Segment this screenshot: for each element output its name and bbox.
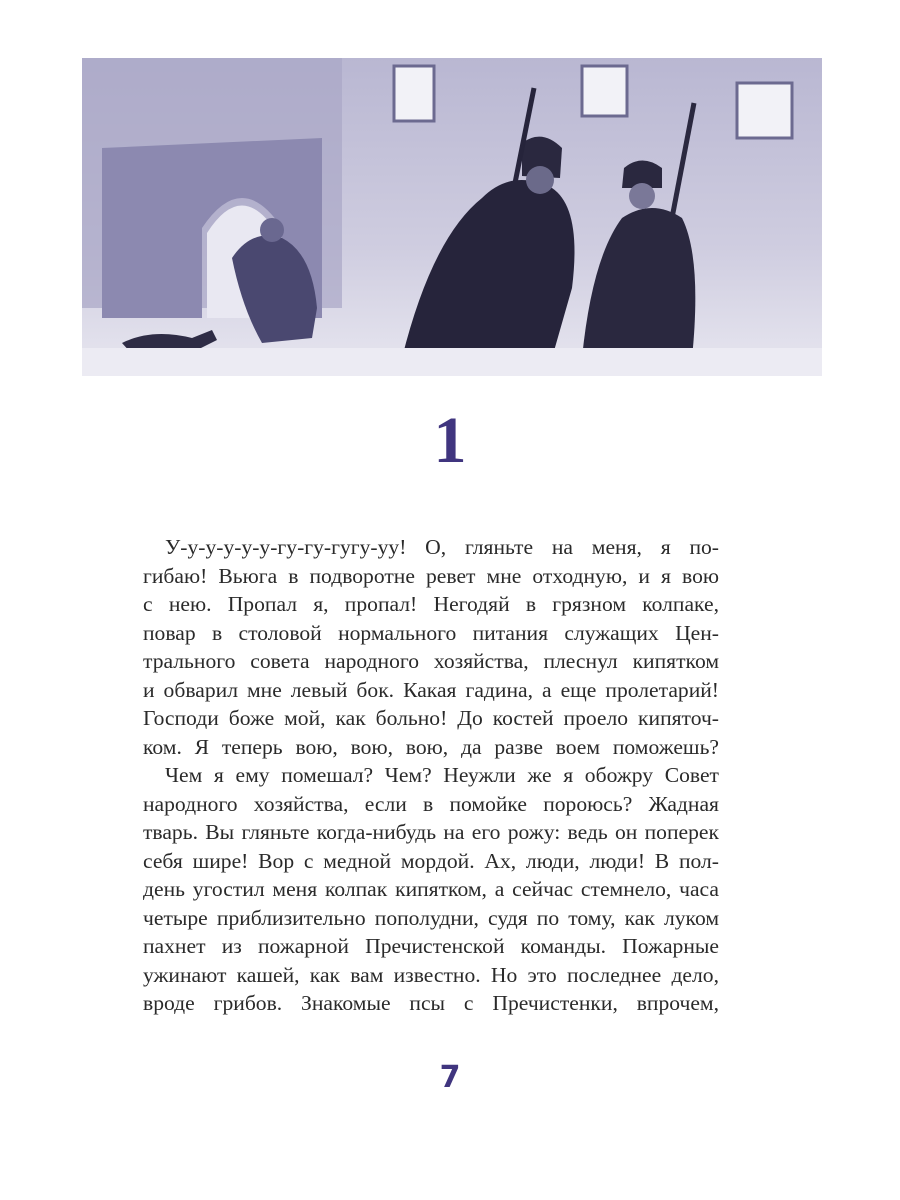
text-line: ужинают кашей, как вам известно. Но это последнее дело, [143,962,719,987]
window-middle [582,66,627,116]
text-line: У-у-у-у-у-у-гу-гу-гугу-уу! О, гляньте на меня, я по- [165,535,719,559]
text-line: Чем я ему помешал? Чем? Неужли же я обожру Совет [165,763,719,787]
text-line: день угостил меня колпак кипятком, а сейчас стемнело, часа [143,877,719,901]
page-number: 7 [439,1060,461,1095]
soldier-right-face [629,183,655,209]
text-line: четыре приблизительно пополудни, судя по тому, как луком [143,905,719,930]
paragraph [143,761,719,1018]
text-line: Господи боже мой, как больно! До костей проело кипяточ- [143,706,719,730]
snow-ground [82,348,822,376]
soldier-left-face [526,166,554,194]
text-line: с нею. Пропал я, пропал! Негодяй в грязном колпаке, [143,592,719,616]
illustration-winter-street [82,58,822,376]
window-left [394,66,434,121]
chapter-number: 1 [433,404,467,477]
text-line: повар в столовой нормального питания служащих Цен- [143,620,719,645]
text-line: вроде грибов. Знакомые псы с Пречистенки, впрочем, [143,991,719,1015]
window-right [737,83,792,138]
text-line: себя шире! Вор с медной мордой. Ах, люди, люди! В пол- [143,848,719,873]
body-text [143,533,719,1018]
text-line: пахнет из пожарной Пречистенской команды. Пожарные [143,934,719,958]
paragraph [143,533,719,761]
man-head [260,218,284,242]
text-line: народного хозяйства, если в помойке пороюсь? Жадная [143,791,719,816]
text-line: и обварил мне левый бок. Какая гадина, а еще пролетарий! [143,677,719,702]
text-line: гибаю! Вьюга в подворотне ревет мне отходную, и я вою [143,563,719,588]
text-line: тварь. Вы гляньте когда-нибудь на его рожу: ведь он поперек [143,820,719,844]
text-line: трального совета народного хозяйства, плеснул кипятком [143,649,719,673]
text-line: ком. Я теперь вою, вою, вою, да разве воем поможешь? [143,734,719,759]
